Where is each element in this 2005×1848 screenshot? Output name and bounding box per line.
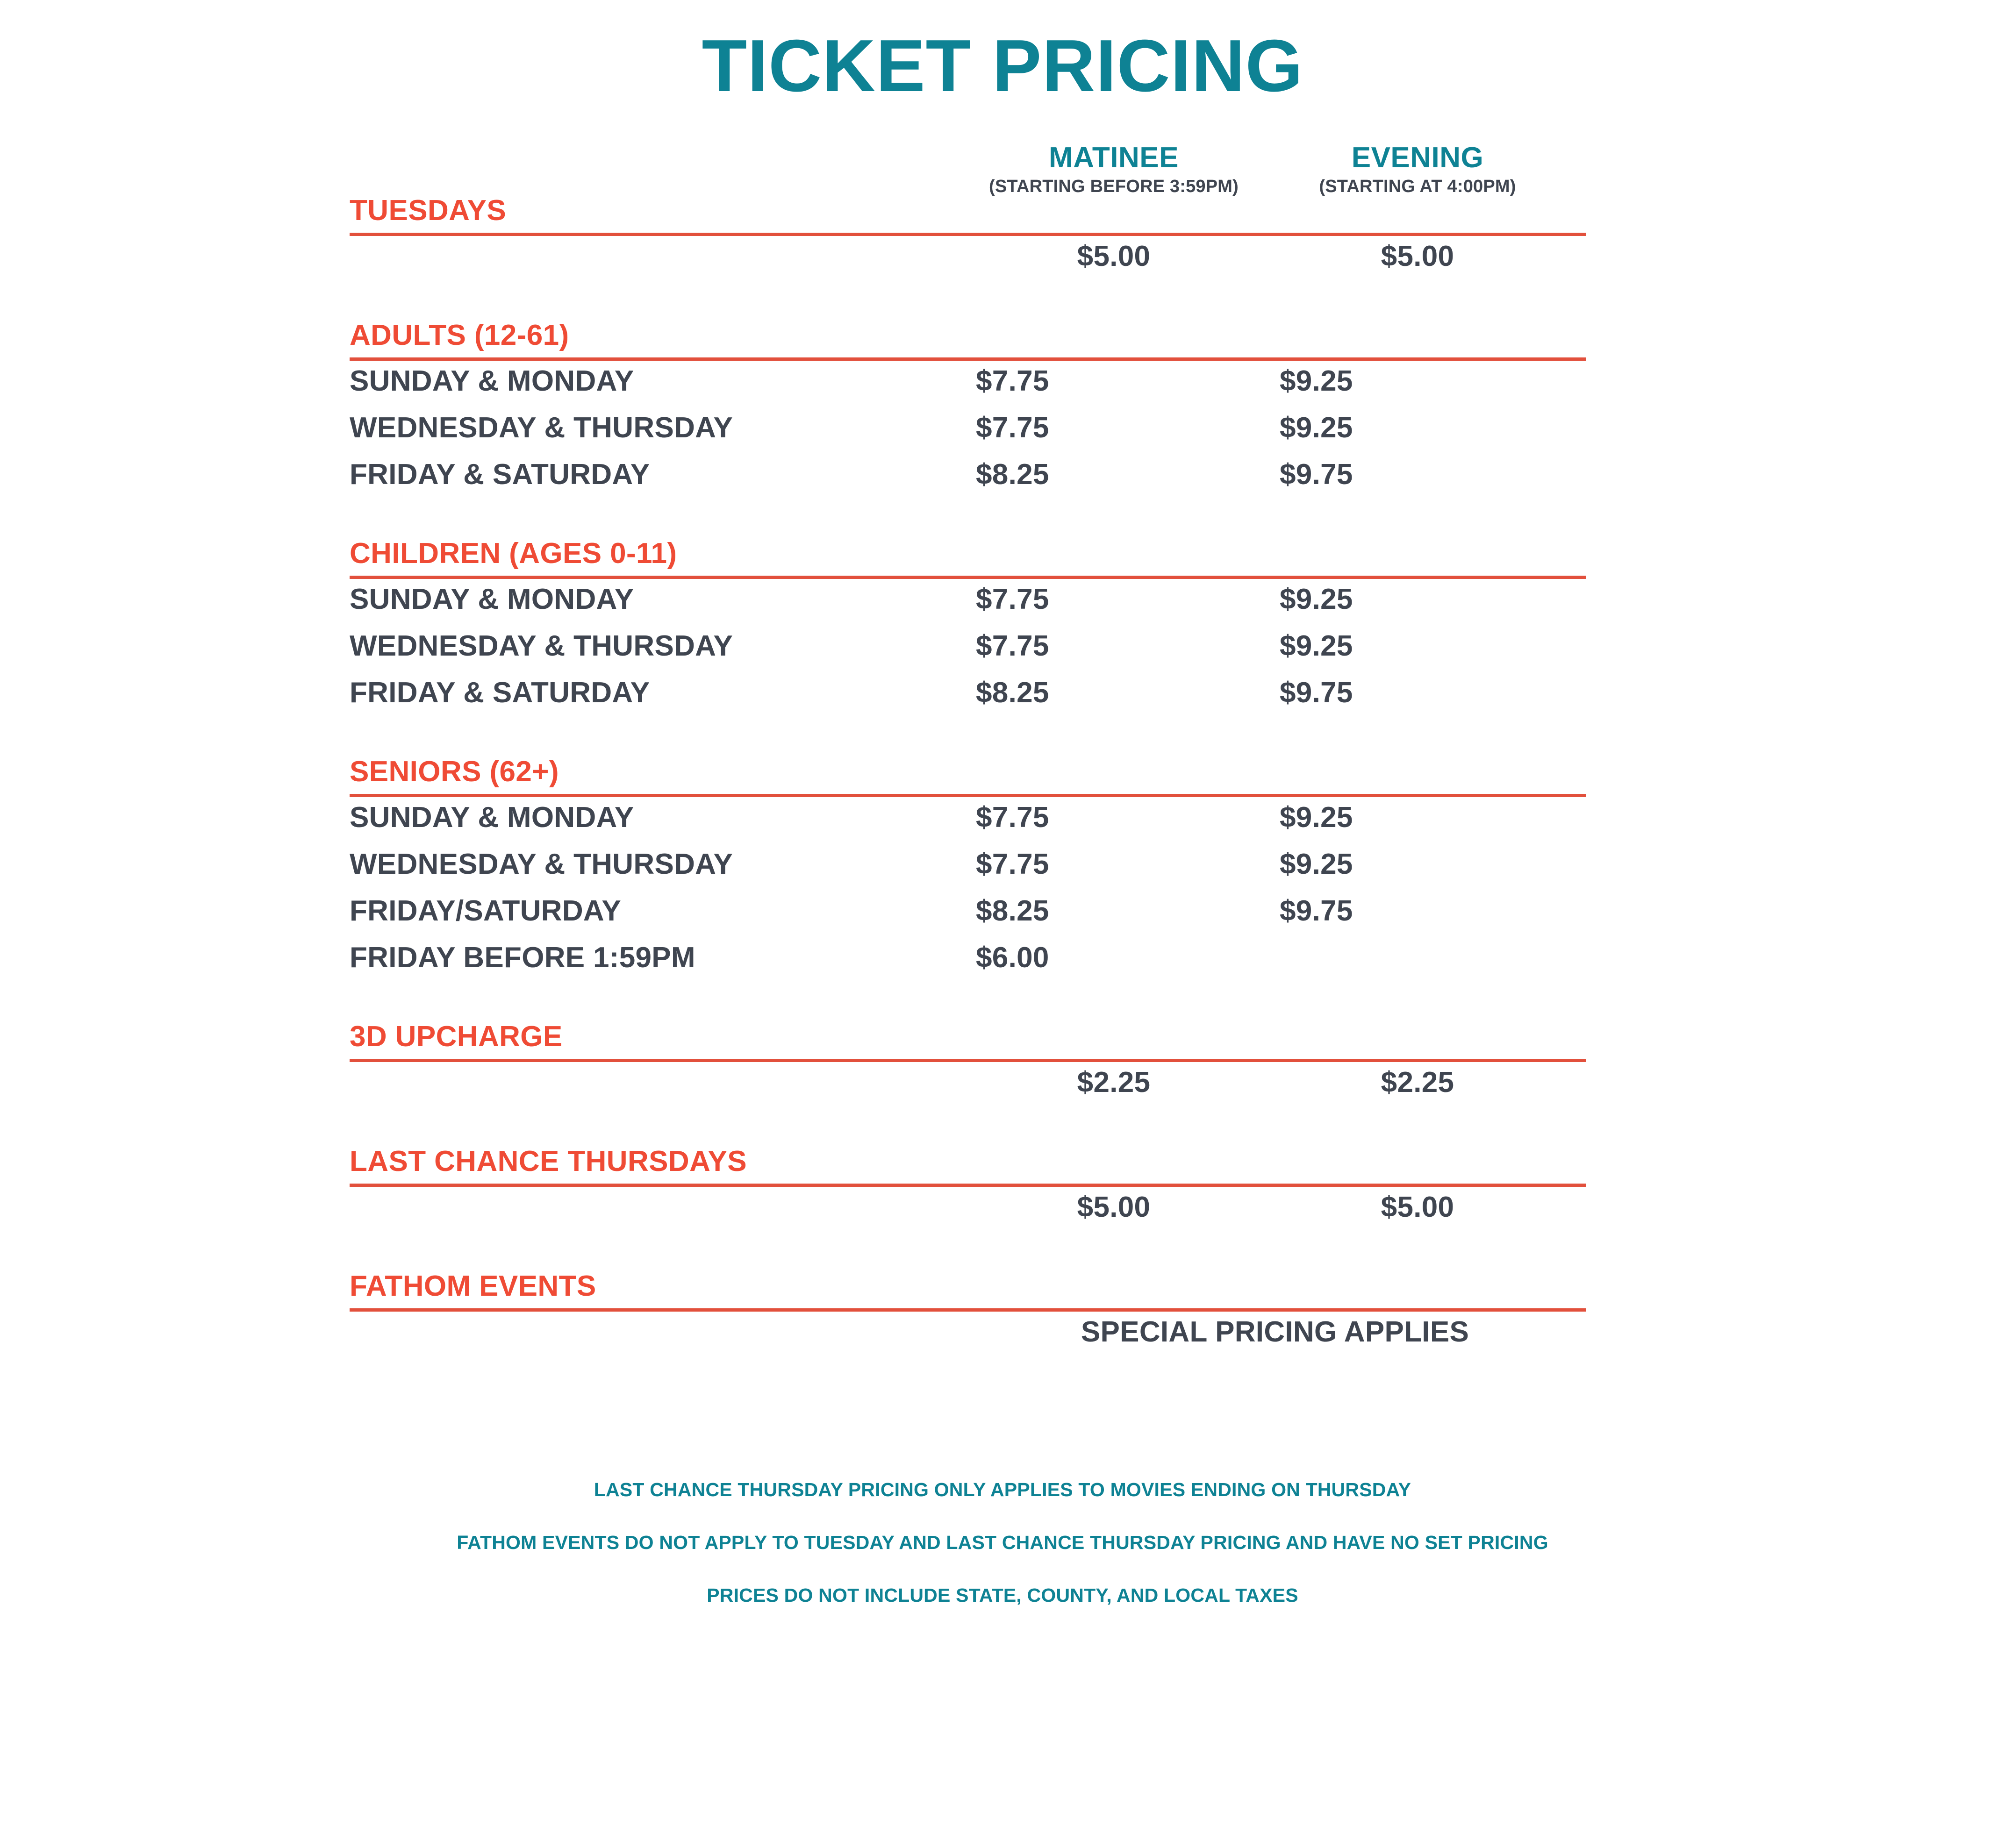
row-price-matinee: $7.75 [976, 365, 1049, 397]
section-rows [350, 236, 1588, 286]
pricing-table [350, 103, 1588, 1362]
row-price-matinee: $7.75 [976, 848, 1049, 880]
section-seniors [350, 757, 1588, 988]
section-tuesdays [350, 196, 1588, 286]
table-row [350, 364, 1588, 411]
row-price-evening: $9.75 [1280, 895, 1353, 927]
row-label: FRIDAY/SATURDAY [350, 895, 621, 927]
footnote-taxes: PRICES DO NOT INCLUDE STATE, COUNTY, AND LOCAL TAXES [707, 1584, 1298, 1606]
section-heading: 3D UPCHARGE [350, 1022, 1586, 1062]
table-row [350, 848, 1588, 894]
row-price-evening: $9.25 [1280, 412, 1353, 444]
table-row [350, 458, 1588, 505]
evening-label: EVENING [1351, 142, 1484, 174]
section-heading: TUESDAYS [350, 196, 1586, 236]
section-adults [350, 321, 1588, 505]
section-rows [350, 361, 1588, 505]
section-heading: SENIORS (62+) [350, 757, 1586, 797]
page-title: TICKET PRICING [702, 25, 1303, 107]
row-label: WEDNESDAY & THURSDAY [350, 848, 733, 880]
row-price-matinee: $6.00 [976, 942, 1049, 974]
row-price-matinee: $7.75 [976, 630, 1049, 662]
table-row [350, 941, 1588, 988]
row-price-matinee: $7.75 [976, 412, 1049, 444]
section-rows [350, 797, 1588, 988]
section-rows [350, 1062, 1588, 1113]
row-price-evening: $9.75 [1280, 677, 1353, 709]
row-label: WEDNESDAY & THURSDAY [350, 630, 733, 662]
section-heading: LAST CHANCE THURSDAYS [350, 1147, 1586, 1187]
row-price-evening: $5.00 [1381, 240, 1454, 272]
table-row [350, 1191, 1588, 1237]
row-price-evening: $5.00 [1381, 1191, 1454, 1223]
row-price-evening: $9.25 [1280, 848, 1353, 880]
row-price-evening: $2.25 [1381, 1066, 1454, 1099]
row-label: WEDNESDAY & THURSDAY [350, 412, 733, 444]
section-3d-upcharge [350, 1022, 1588, 1113]
row-price-matinee: $5.00 [1077, 240, 1151, 272]
table-row [350, 1066, 1588, 1113]
column-headers [350, 103, 1588, 196]
column-header-evening [1266, 143, 1569, 196]
section-rows [350, 1187, 1588, 1237]
matinee-time-note: (STARTING BEFORE 3:59PM) [988, 177, 1239, 197]
evening-time-note: (STARTING AT 4:00PM) [1319, 177, 1516, 197]
section-heading: CHILDREN (AGES 0-11) [350, 539, 1586, 579]
row-price-matinee: $8.25 [976, 458, 1049, 491]
row-price-matinee: $5.00 [1077, 1191, 1151, 1223]
row-price-matinee: $2.25 [1077, 1066, 1151, 1099]
table-row [350, 240, 1588, 286]
table-row [350, 1315, 1588, 1362]
row-price-matinee: $7.75 [976, 801, 1049, 834]
section-heading: FATHOM EVENTS [350, 1272, 1586, 1312]
row-price-matinee: $8.25 [976, 677, 1049, 709]
row-price-evening: $9.25 [1280, 801, 1353, 834]
table-row [350, 629, 1588, 676]
footnote-last-chance: LAST CHANCE THURSDAY PRICING ONLY APPLIES TO MOVIES ENDING ON THURSDAY [594, 1479, 1411, 1500]
row-price-evening: $9.75 [1280, 458, 1353, 491]
table-row [350, 801, 1588, 848]
special-pricing-note: SPECIAL PRICING APPLIES [1081, 1316, 1469, 1348]
row-price-matinee: $7.75 [976, 583, 1049, 615]
row-price-matinee: $8.25 [976, 895, 1049, 927]
row-label: FRIDAY BEFORE 1:59PM [350, 942, 695, 974]
row-label: SUNDAY & MONDAY [350, 801, 634, 834]
row-label: FRIDAY & SATURDAY [350, 458, 650, 491]
matinee-label: MATINEE [1049, 142, 1179, 174]
section-children [350, 539, 1588, 723]
footnote-fathom: FATHOM EVENTS DO NOT APPLY TO TUESDAY AND LAST CHANCE THURSDAY PRICING AND HAVE NO SET PRICING [457, 1532, 1548, 1553]
table-row [350, 411, 1588, 458]
row-price-evening: $9.25 [1280, 583, 1353, 615]
section-heading: ADULTS (12-61) [350, 321, 1586, 361]
section-rows [350, 579, 1588, 723]
row-price-evening: $9.25 [1280, 365, 1353, 397]
table-row [350, 676, 1588, 723]
row-label: SUNDAY & MONDAY [350, 365, 634, 397]
table-row [350, 583, 1588, 629]
row-label: FRIDAY & SATURDAY [350, 677, 650, 709]
section-fathom-events [350, 1272, 1588, 1362]
footnotes [0, 1479, 2005, 1606]
column-header-matinee [962, 143, 1266, 196]
section-rows [350, 1312, 1588, 1362]
row-price-evening: $9.25 [1280, 630, 1353, 662]
section-last-chance-thursdays [350, 1147, 1588, 1237]
row-label: SUNDAY & MONDAY [350, 583, 634, 615]
table-row [350, 894, 1588, 941]
